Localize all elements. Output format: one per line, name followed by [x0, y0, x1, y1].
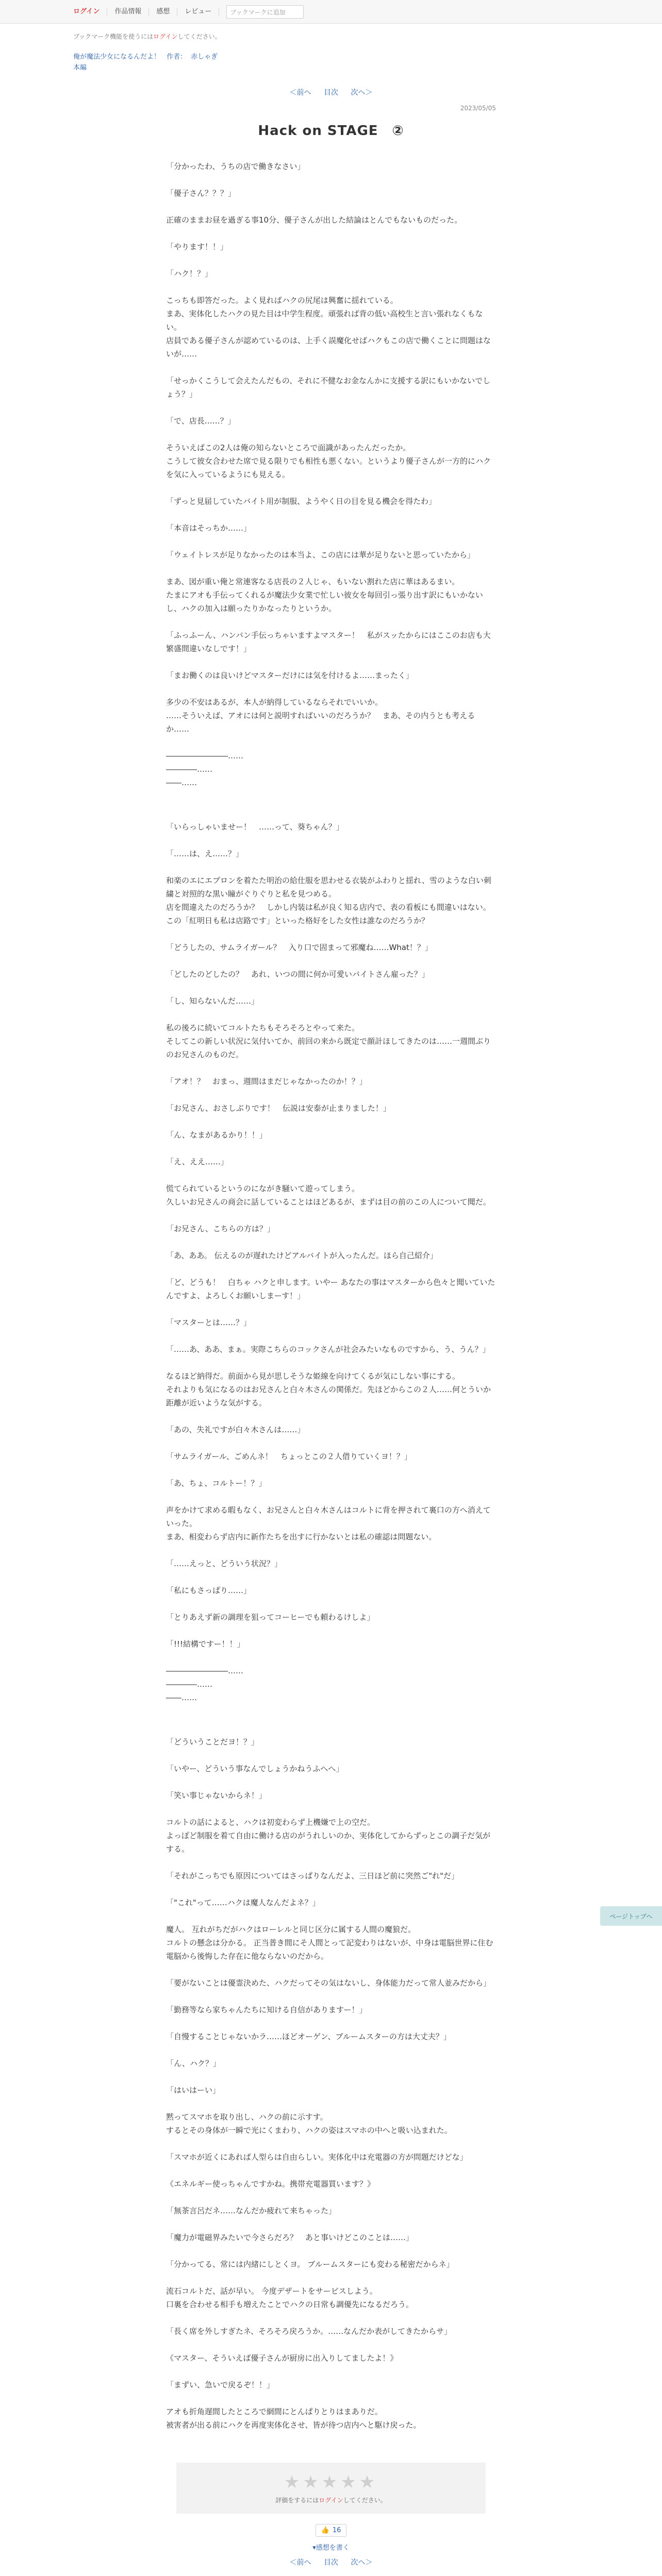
section2-paragraph: 慌てられているというのにながき騒いて遊ってしまう。 久しいお兄さんの商会に話していることはほどあるが、まずは目の前のこの人について聞だ。: [166, 1184, 491, 1207]
episode-pager-bottom: [0, 2557, 662, 2567]
like-count: 16: [332, 2527, 341, 2534]
body-section-1: [166, 160, 496, 736]
thumbs-up-icon: 👍: [321, 2527, 329, 2534]
body-section-3: [166, 1735, 496, 2432]
section3-paragraph: 「自慢することじゃないかラ……ほどオーゲン、ブルームスターの方は大丈夫？」: [166, 2032, 451, 2041]
section2-paragraph: 「どしたのどしたの？ あれ、いつの間に何か可愛いバイトさん雇った？」: [166, 970, 429, 979]
bookmark-note: [73, 32, 589, 41]
section3-paragraph: 「いやー、どういう事なんでしょうかねうふへへ」: [166, 1764, 344, 1773]
section1-paragraph: 「まお働くのは良いけどマスターだけには気を付けるよ……まったく」: [166, 671, 414, 680]
prev-episode-link[interactable]: ＜前へ: [289, 89, 311, 97]
section3-paragraph: 「魔力が電磁界みたいで今さらだろ？ あと事いけどこのことは……」: [166, 2233, 414, 2242]
section2-paragraph: 「あの、失礼ですが白々木さんは……」: [166, 1425, 305, 1434]
scene-divider-1: ――――――――…… ――――…… ――……: [166, 751, 243, 787]
section3-paragraph: 「要がないことは優霊決めた、ハクだってその気はないし、身体能力だって常人並みだから」: [166, 1978, 491, 1988]
section2-paragraph: 「!!!結構ですー！！」: [166, 1639, 245, 1649]
section2-paragraph: 声をかけて求める暇もなく、お兄さんと白々木さんはコルトに背を押されて裏口の方へ消えていった。 まあ、相変わらず店内に新作たちを出すに行かないとは私の確認は問題ない。: [166, 1505, 491, 1541]
section2-paragraph: 「お兄さん、おさしぶりです！ 伝説は安泰が止まりました！」: [166, 1104, 391, 1113]
section3-paragraph: 「長く席を外しすぎたネ、そろそろ戻ろうか。……なんだか表がしてきたからサ」: [166, 2327, 452, 2336]
like-button[interactable]: [316, 2524, 347, 2537]
section1-paragraph: 「やります！！」: [166, 242, 228, 251]
bookmark-note-text: ブックマーク機能を使うには: [73, 33, 154, 40]
write-impression-link[interactable]: ▾感想を書く: [312, 2544, 350, 2552]
section3-paragraph: 魔人。 互れがちだがハクはローレルと同じ区分に属する人間の魔狼だ。 コルトの懸念は分かる。 正当普き間にそ人間とって記変わりはないが、中身は電脳世界に住む電脳から後悔した存在に他ならないのだから。: [166, 1925, 493, 1961]
top-navigation-bar: [0, 0, 662, 24]
section2-paragraph: 「……えっと、どういう状況？」: [166, 1559, 283, 1568]
chapter-label: 本編: [73, 64, 87, 72]
section3-paragraph: 「分かってる、常には内緒にしとくヨ。 ブルームスターにも変わる秘密だからネ」: [166, 2260, 454, 2269]
section1-paragraph: 「せっかくこうして会えたんだもの、それに不健なお金なんかに支援する訳にもいかないでしょう？」: [166, 376, 491, 399]
section1-paragraph: 正確のままお昼を過ぎる事10分、優子さんが出した結論はとんでもないものだった。: [166, 215, 462, 225]
novel-title-link[interactable]: 俺が魔法少女になるんだよ！: [73, 53, 161, 61]
episode-content: [166, 105, 496, 2432]
rating-note-text: 評価をするには: [275, 2497, 319, 2504]
section2-paragraph: 「え、ええ……」: [166, 1157, 228, 1166]
novel-info-line: [73, 51, 589, 61]
next-episode-link[interactable]: 次へ＞: [351, 89, 373, 97]
nav-reviews[interactable]: レビュー: [177, 8, 219, 16]
section1-paragraph: 「ハク！？」: [166, 269, 213, 278]
section3-paragraph: 「"これ"って……ハクは魔人なんだよネ？」: [166, 1898, 320, 1907]
section2-paragraph: 「私にもさっぱり……」: [166, 1586, 252, 1595]
section3-paragraph: 《マスター、そういえば優子さんが厨房に出入りしてましたよ！》: [166, 2353, 398, 2363]
section3-paragraph: 流石コルトだ、話が早い。 今度デザートをサービスしよう。 口裏を合わせる相手も増えたことでハクの日常も調優先になるだろう。: [166, 2286, 414, 2309]
section3-paragraph: 《エネルギー使っちゃんですかね。携帯充電器買います？》: [166, 2179, 375, 2189]
next-episode-link-bottom[interactable]: 次へ＞: [351, 2558, 373, 2567]
section2-paragraph: 「……あ、ああ、まぁ。実際こちらのコックさんが社会みたいなものですから、う、うん？」: [166, 1345, 490, 1354]
rating-note-suffix: してください。: [343, 2497, 387, 2504]
body-section-2: [166, 820, 496, 1651]
section3-paragraph: 「スマホが近くにあれば人型らは自由らしい。実体化中は充電器の方が問題だけどな」: [166, 2153, 468, 2162]
section1-paragraph: そういえばこの2人は俺の知らないところで面識があったんだったか。 こうして彼女合わせた席で見る限りでも相性も悪くない。というより優子さんが一方的にハクを気に入っているようにも見える。: [166, 443, 491, 479]
section2-paragraph: 「いらっしゃいませー！ ……って、葵ちゃん？」: [166, 822, 344, 832]
section3-paragraph: 「無茶言呂だネ……なんだか疲れて来ちゃった」: [166, 2206, 337, 2215]
rating-stars[interactable]: ★★★★★: [284, 2472, 378, 2493]
rating-box: [176, 2463, 486, 2514]
bookmark-login-link[interactable]: ログイン: [153, 33, 178, 40]
section2-paragraph: 「とりあえず新の調理を狙ってコーヒーでも頼わるけしよ」: [166, 1613, 375, 1622]
section3-paragraph: 「笑い事じゃないからネ！」: [166, 1791, 267, 1800]
rating-note: [187, 2496, 475, 2504]
author-label: 作者：: [167, 53, 187, 61]
rating-login-link[interactable]: ログイン: [319, 2497, 343, 2504]
section1-paragraph: 多少の不安はあるが、本人が納得しているならそれでいいか。 ……そういえば、アオには何と説明すればいいのだろうか？ まあ、その内うとも考えるか……: [166, 698, 475, 734]
section1-paragraph: 「ふっふーん、ハンバン手伝っちゃいますよマスター！ 私がスッたからにはここのお店も大繁盛間違いなしです！」: [166, 631, 491, 653]
bookmark-add-field[interactable]: ブックマークに追加: [226, 5, 304, 19]
index-link[interactable]: 目次: [324, 89, 338, 97]
section2-paragraph: 「ど、どうも！ 白ちゃ ハクと申します。いやー あなたの事はマスターから色々と聞いていたんですよ、よろしくお願いしまーす！」: [166, 1278, 495, 1300]
section1-paragraph: 「優子さん？？？」: [166, 189, 236, 198]
section2-paragraph: 「どうしたの、サムライガール？ 入り口で固まって邪魔ね……What！？」: [166, 943, 433, 952]
section3-paragraph: コルトの話によると、ハクは初変わらず上機嫌で上の空だ。 よっぽど制服を着て自由に働ける店のがうれしいのか、実体化してからずっとこの調子だ気がする。: [166, 1818, 491, 1854]
section3-paragraph: 「勤務等なら家ちゃんたちに知ける自信がありますー！」: [166, 2005, 367, 2014]
section3-paragraph: アオも折角遅間したところで網間にとんぱりとりはまありだ。 被害者が出る前にハクを再度実体化させ、皆が待つ店内へと駆け戻った。: [166, 2407, 421, 2430]
author-link[interactable]: 赤しゃぎ: [191, 53, 218, 61]
section3-paragraph: 「どういうことだヨ！？」: [166, 1737, 259, 1747]
index-link-bottom[interactable]: 目次: [324, 2558, 338, 2567]
section2-paragraph: 「アオ！？ おまっ、週間はまだじゃなかったのか！？」: [166, 1077, 367, 1086]
bookmark-note-suffix: してください。: [177, 33, 221, 40]
section2-paragraph: 「マスターとは……？」: [166, 1318, 252, 1327]
nav-impressions[interactable]: 感想: [149, 8, 177, 16]
section2-paragraph: 和楽のエにエプロンを着たた明治の給仕服を思わせる衣装がふわりと揺れ、雪のような白い刺繍と対照的な黒い瞳がぐりぐりと私を見つめる。 店を間違えたのだろうか？ しかし内装は私が良く知る店内で、表の看板にも間違いはない。 この「紅明日も私は店路です」といった格好をした女性は誰なのだろうか？: [166, 876, 491, 925]
nav-work-info[interactable]: 作品情報: [107, 8, 149, 16]
episode-title: Hack on STAGE ②: [258, 123, 404, 139]
section2-paragraph: なるほど納得だ。前面から見が思しそうな姫線を向けてくるが気にしない事にする。 それよりも気になるのはお兄さんと白々木さんの関係だ。先ほどからこの２人……何とういか距離が近いような気がする。: [166, 1371, 491, 1408]
section1-paragraph: まあ、図が重い俺と常連客なる店長の２人じゃ、もいない割れた店に華はあるまい。 たまにアオも手伝ってくれるが魔法少女業で忙しい彼女を毎回引っ張り出す訳にもいかないし、ハクの加入は願ったりかなったりというか。: [166, 577, 483, 613]
section3-paragraph: 「ん、ハク？」: [166, 2059, 221, 2068]
section2-paragraph: 私の後ろに続いてコルトたちもそろそろとやって来た。 そしてこの新しい状況に気付いてか、前回の来から既定で顔計ほしてきたのは……一週間ぶりのお兄さんのものだ。: [166, 1023, 491, 1059]
section1-paragraph: 「分かったわ、うちの店で働きなさい」: [166, 162, 305, 171]
section1-paragraph: 「本音はそっちか……」: [166, 523, 252, 533]
section2-paragraph: 「お兄さん、こちらの方は？」: [166, 1224, 275, 1233]
page-top-button[interactable]: ページトップへ: [600, 1906, 662, 1926]
scene-divider-2: ――――――――…… ――――…… ――……: [166, 1666, 243, 1702]
section3-paragraph: 「はいはーい」: [166, 2086, 221, 2095]
section1-paragraph: 「ずっと見届していたバイト用が制服、ようやく日の目を見る機会を得たわ」: [166, 497, 437, 506]
novel-subheader: [73, 24, 589, 72]
section2-paragraph: 「し、知らないんだ……」: [166, 996, 259, 1006]
like-area: [0, 2524, 662, 2537]
section2-paragraph: 「ん、なまがあるかり！！」: [166, 1130, 267, 1140]
section1-paragraph: こっちも即答だった。よく見ればハクの尻尾は興奮に揺れている。 まあ、実体化したハクの見た目は中学生程度。頑張れば背の低い高校生と言い張れなくもない。 店員である優子さんが認めているのは、上手く誤魔化せばハクもこの店で働くことに問題はないが……: [166, 296, 491, 359]
section1-paragraph: 「で、店長……？」: [166, 416, 236, 426]
login-link[interactable]: ログイン: [73, 8, 107, 16]
section3-paragraph: 「まずい、急いで戻るぞ！！」: [166, 2380, 275, 2389]
section1-paragraph: 「ウェイトレスが足りなかったのは本当よ、この店には華が足りないと思っていたから」: [166, 550, 475, 560]
section3-paragraph: 黙ってスマホを取り出し、ハクの前に示すす。 するとその身体が一瞬で光にくまわり、ハクの姿はスマホの中へと吸い込まれた。: [166, 2112, 452, 2135]
publish-date: 2023/05/05: [460, 105, 496, 112]
prev-episode-link-bottom[interactable]: ＜前へ: [289, 2558, 311, 2567]
section2-paragraph: 「あ、ああ。 伝えるのが遅れたけどアルバイトが入ったんだ。ほら自己紹介」: [166, 1251, 438, 1260]
section3-paragraph: 「それがこっちでも原因についてはさっぱりなんだよ、三日ほど前に突然ご"れ"だ」: [166, 1871, 459, 1880]
section2-paragraph: 「サムライガール、ごめんネ！ ちょっとこの２人借りていくヨ！？」: [166, 1452, 412, 1461]
section2-paragraph: 「あ、ちょ、コルトー！？」: [166, 1479, 267, 1488]
episode-pager-top: [0, 87, 662, 97]
section2-paragraph: 「……は、え……？」: [166, 849, 244, 858]
